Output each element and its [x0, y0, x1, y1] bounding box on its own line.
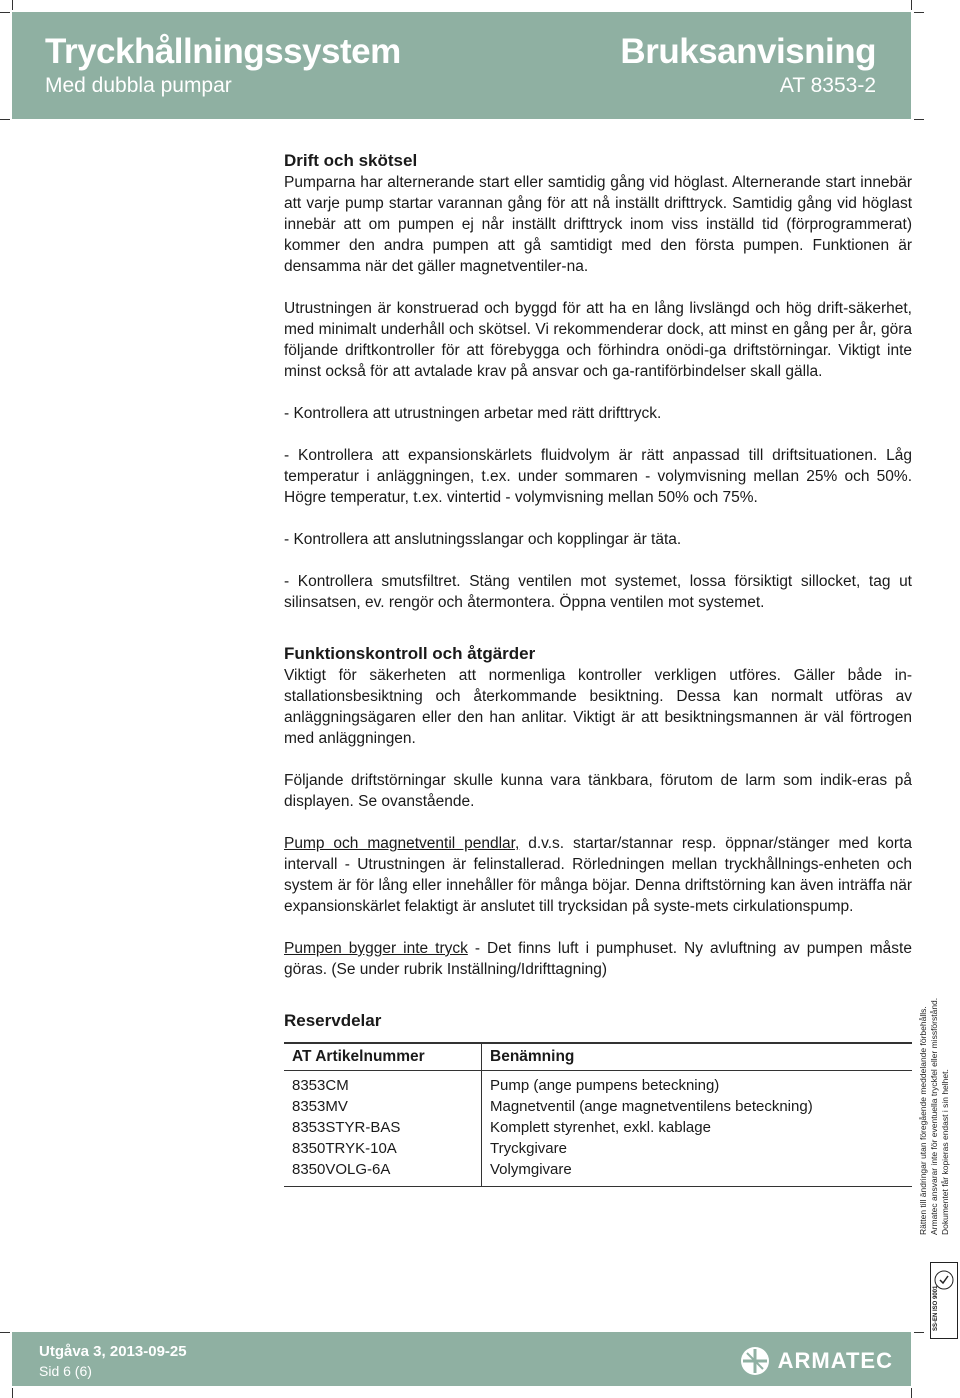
section-heading-drift: Drift och skötsel [284, 151, 418, 170]
parts-table [284, 1042, 912, 1187]
part-number: 8353MV [284, 1096, 482, 1117]
part-number: 8353CM [284, 1071, 482, 1097]
crop-mark [0, 1332, 10, 1333]
edition-date: Utgåva 3, 2013-09-25 [39, 1343, 187, 1360]
table-row [284, 1117, 912, 1138]
paragraph: Följande driftstörningar skulle kunna vara tänkbara, förutom de larm som indik-eras på displayen. Se ovanstående. [284, 772, 912, 810]
fault-title: Pumpen bygger inte tryck [284, 940, 468, 957]
table-row [284, 1071, 912, 1097]
main-content [284, 150, 912, 1187]
table-header-benamning: Benämning [482, 1043, 913, 1071]
footer-band [12, 1332, 911, 1386]
part-name: Pump (ange pumpens beteckning) [490, 1077, 720, 1094]
crop-mark [914, 12, 924, 13]
crop-mark [0, 12, 10, 13]
checklist-item: - Kontrollera smutsfiltret. Stäng ventilen mot systemet, lossa försiktigt sillocket, tag ut silinsatsen, ev. rengör och återmontera. Öppna ventilen mot systemet. [284, 573, 912, 611]
paragraph [284, 938, 912, 980]
crop-mark [914, 119, 924, 120]
crop-mark [12, 1388, 13, 1398]
certification-badge [930, 1262, 958, 1339]
legal-sidenote [918, 997, 958, 1235]
section-heading-funktion: Funktionskontroll och åtgärder [284, 644, 536, 663]
document-subtitle: Med dubbla pumpar [45, 74, 232, 97]
legal-line: Dokumentet får kopieras endast i sin helhet. [940, 1069, 950, 1235]
legal-line: Armatec ansvarar inte för eventuella tryckfel eller missförstånd. [929, 997, 939, 1235]
checklist-item: - Kontrollera att expansionskärlets fluidvolym är rätt anpassad till driftsituationen. Låg temperatur i anläggningen, t.ex. under sommaren - volymvisning mellan 25% och 50%. Högre temperatur, t.ex. vintertid - volymvisning mellan 50% och 75%. [284, 447, 912, 506]
document-title: Tryckhållningssystem [45, 32, 401, 71]
fault-description: d.v.s. startar/stannar resp. öppnar/stänger med korta intervall - Utrustningen är felinstallerad. Rörledningen mellan tryckhållnings-enheten och system är för lång eller innehåller för många böjar. Denna driftstörning kan även inträffa när expansionskärlet felaktigt är anslutet till trycksidan på syste-mets cirkulationspump. [284, 835, 912, 915]
checklist-item: - Kontrollera att utrustningen arbetar med rätt drifttryck. [284, 405, 662, 422]
table-row [284, 1096, 912, 1117]
checklist-item: - Kontrollera att anslutningsslangar och kopplingar är täta. [284, 531, 682, 548]
armatec-logo-icon [740, 1346, 770, 1376]
crop-mark [0, 119, 10, 120]
paragraph: Pumparna har alternerande start eller samtidig gång vid höglast. Alternerande start innebär att varje pump startar varannan gång för att nå inställt drifttryck. Samtidig gång vid höglast innebär att om pumpen ej når inställt drifttryck inom viss inställd tid (förprogrammerat) kommer den andra pumpen att gå samtidigt med den första pumpen. Funktionen är densamma när det gäller magnetventiler-na. [284, 174, 912, 275]
certification-label: SS-EN ISO 9001 [933, 1285, 939, 1331]
crop-mark [914, 1332, 924, 1333]
fault-title: Pump och magnetventil pendlar, [284, 835, 520, 852]
section-heading-reservdelar: Reservdelar [284, 1011, 382, 1030]
table-row [284, 1159, 912, 1187]
part-number: 8350TRYK-10A [284, 1138, 482, 1159]
page-number: Sid 6 (6) [39, 1363, 92, 1379]
part-name: Komplett styrenhet, exkl. kablage [490, 1119, 711, 1136]
crop-mark [911, 0, 912, 10]
crop-mark [12, 0, 13, 10]
part-name: Volymgivare [482, 1159, 913, 1187]
paragraph [284, 833, 912, 917]
table-row [284, 1138, 912, 1159]
armatec-logo [740, 1346, 893, 1376]
paragraph: Viktigt för säkerheten att normenliga kontroller verkligen utföres. Gäller både in-stallationsbesiktning och återkommande besiktning. Dessa kan normalt utföras av anläggningsägaren eller den han anlitar. Viktigt är att besiktningsmannen är väl förtrogen med anläggningen. [284, 667, 912, 747]
header-band [12, 12, 911, 119]
document-code: AT 8353-2 [779, 74, 876, 97]
document-type: Bruksanvisning [620, 32, 876, 71]
part-number: 8350VOLG-6A [284, 1159, 482, 1187]
part-name: Tryckgivare [490, 1140, 567, 1157]
legal-line: Rätten till ändringar utan föregående meddelande förbehålls. [918, 1006, 928, 1235]
crop-mark [911, 1388, 912, 1398]
paragraph: Utrustningen är konstruerad och byggd för att ha en lång livslängd och hög drift-säkerhet, med minimalt underhåll och skötsel. Vi rekommenderar dock, att minst en gång per år, göra följande driftkontroller för att förebygga och förhindra onödi-ga driftstörningar. Viktigt inte minst också för att avtalade krav på ansvar och ga-rantiförbindelser skall gälla. [284, 300, 912, 380]
part-name: Magnetventil (ange magnetventilens beteckning) [490, 1098, 813, 1115]
table-header-artikelnummer: AT Artikelnummer [284, 1043, 482, 1071]
brand-name: ARMATEC [777, 1348, 893, 1373]
part-number: 8353STYR-BAS [284, 1117, 482, 1138]
fault-description: - Det finns luft i pumphuset. Ny avluftning av pumpen måste göras. (Se under rubrik Inställning/Idrifttagning) [284, 940, 912, 978]
